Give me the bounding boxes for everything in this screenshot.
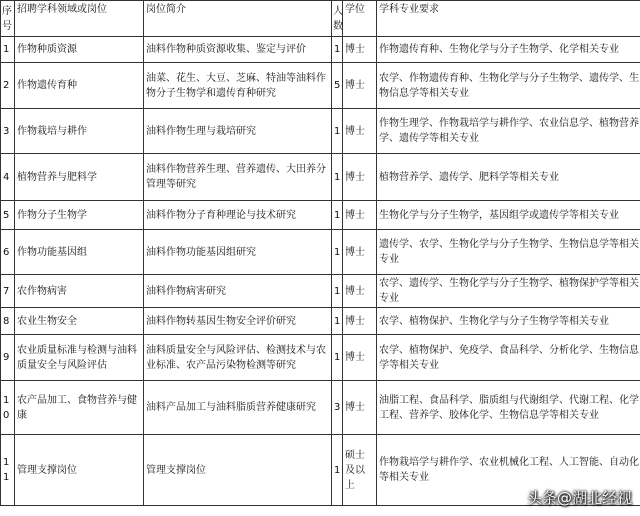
header-field: 招聘学科领域或岗位	[15, 1, 144, 37]
cell-num: 1	[332, 109, 343, 154]
table-row	[1, 154, 640, 201]
table-row	[1, 308, 640, 335]
header-req: 学科专业要求	[377, 1, 640, 37]
header-degree: 学位	[343, 1, 377, 37]
cell-num: 1	[332, 230, 343, 275]
header-intro: 岗位简介	[144, 1, 332, 37]
cell-no: 11	[1, 435, 15, 506]
cell-num: 1	[332, 308, 343, 335]
cell-no: 7	[1, 275, 15, 308]
cell-field: 作物分子生物学	[15, 201, 144, 230]
table-row	[1, 230, 640, 275]
cell-field: 作物种质资源	[15, 37, 144, 63]
table-row	[1, 275, 640, 308]
cell-no: 3	[1, 109, 15, 154]
cell-degree: 博士	[343, 230, 377, 275]
cell-no: 8	[1, 308, 15, 335]
watermark: 头条@湖北经视	[526, 489, 632, 507]
cell-num: 1	[332, 37, 343, 63]
cell-field: 管理支撑岗位	[15, 435, 144, 506]
cell-num: 1	[332, 335, 343, 381]
cell-req: 农学、遗传学、生物化学与分子生物学、植物保护学等相关专业	[377, 275, 640, 308]
cell-degree: 博士	[343, 381, 377, 435]
cell-field: 农作物病害	[15, 275, 144, 308]
cell-degree: 博士	[343, 63, 377, 109]
cell-intro: 油料作物生理与栽培研究	[144, 109, 332, 154]
cell-intro: 油料作物种质资源收集、鉴定与评价	[144, 37, 332, 63]
table-row	[1, 381, 640, 435]
cell-req: 作物生理学、作物栽培学与耕作学、农业信息学、植物营养学、遗传学等相关专业	[377, 109, 640, 154]
cell-degree: 博士	[343, 154, 377, 201]
cell-degree: 博士	[343, 275, 377, 308]
cell-req: 农学、作物遗传育种、生物化学与分子生物学、遗传学、生物信息学等相关专业	[377, 63, 640, 109]
cell-degree: 博士	[343, 109, 377, 154]
cell-num: 1	[332, 201, 343, 230]
cell-intro: 油料作物病害研究	[144, 275, 332, 308]
table-row	[1, 37, 640, 63]
cell-intro: 油料作物分子育种理论与技术研究	[144, 201, 332, 230]
cell-intro: 油料产品加工与油料脂质营养健康研究	[144, 381, 332, 435]
cell-field: 作物功能基因组	[15, 230, 144, 275]
cell-num: 3	[332, 381, 343, 435]
table-row	[1, 63, 640, 109]
header-row	[1, 1, 640, 37]
cell-num: 1	[332, 435, 343, 506]
cell-no: 9	[1, 335, 15, 381]
table-row	[1, 201, 640, 230]
cell-intro: 油料作物转基因生物安全评价研究	[144, 308, 332, 335]
cell-field: 农业生物安全	[15, 308, 144, 335]
cell-num: 5	[332, 63, 343, 109]
cell-degree: 硕士及以上	[343, 435, 377, 506]
cell-degree: 博士	[343, 201, 377, 230]
cell-no: 2	[1, 63, 15, 109]
cell-field: 植物营养与肥料学	[15, 154, 144, 201]
cell-field: 作物栽培与耕作	[15, 109, 144, 154]
cell-intro: 油料作物营养生理、营养遗传、大田养分管理等研究	[144, 154, 332, 201]
cell-req: 农学、植物保护、免疫学、食品科学、分析化学、生物信息学等相关专业	[377, 335, 640, 381]
cell-num: 1	[332, 154, 343, 201]
cell-req: 农学、植物保护、生物化学与分子生物学等相关专业	[377, 308, 640, 335]
cell-no: 4	[1, 154, 15, 201]
header-num: 人数	[332, 1, 343, 37]
cell-intro: 管理支撑岗位	[144, 435, 332, 506]
cell-field: 农产品加工、食物营养与健康	[15, 381, 144, 435]
cell-req: 作物栽培学与耕作学、农业机械化工程、人工智能、自动化等相关专业	[377, 435, 640, 506]
table-row	[1, 335, 640, 381]
cell-no: 1	[1, 37, 15, 63]
cell-degree: 博士	[343, 335, 377, 381]
table-row	[1, 109, 640, 154]
cell-intro: 油料质量安全与风险评估、检测技术与农业标准、农产品污染物检测等研究	[144, 335, 332, 381]
cell-req: 油脂工程、食品科学、脂质组与代谢组学、代谢工程、化学工程、营养学、胶体化学、生物信息学等相关专业	[377, 381, 640, 435]
cell-intro: 油菜、花生、大豆、芝麻、特油等油料作物分子生物学和遗传育种研究	[144, 63, 332, 109]
cell-intro: 油料作物功能基因组研究	[144, 230, 332, 275]
cell-req: 植物营养学、遗传学、肥料学等相关专业	[377, 154, 640, 201]
cell-field: 农业质量标准与检测与油料质量安全与风险评估	[15, 335, 144, 381]
cell-req: 遗传学、农学、生物化学与分子生物学、生物信息学等相关专业	[377, 230, 640, 275]
cell-no: 5	[1, 201, 15, 230]
header-no: 序号	[1, 1, 15, 37]
cell-req: 生物化学与分子生物学，基因组学或遗传学等相关专业	[377, 201, 640, 230]
cell-degree: 博士	[343, 37, 377, 63]
cell-field: 作物遗传育种	[15, 63, 144, 109]
cell-no: 10	[1, 381, 15, 435]
cell-num: 1	[332, 275, 343, 308]
cell-no: 6	[1, 230, 15, 275]
cell-req: 作物遗传育种、生物化学与分子生物学、化学相关专业	[377, 37, 640, 63]
cell-degree: 博士	[343, 308, 377, 335]
